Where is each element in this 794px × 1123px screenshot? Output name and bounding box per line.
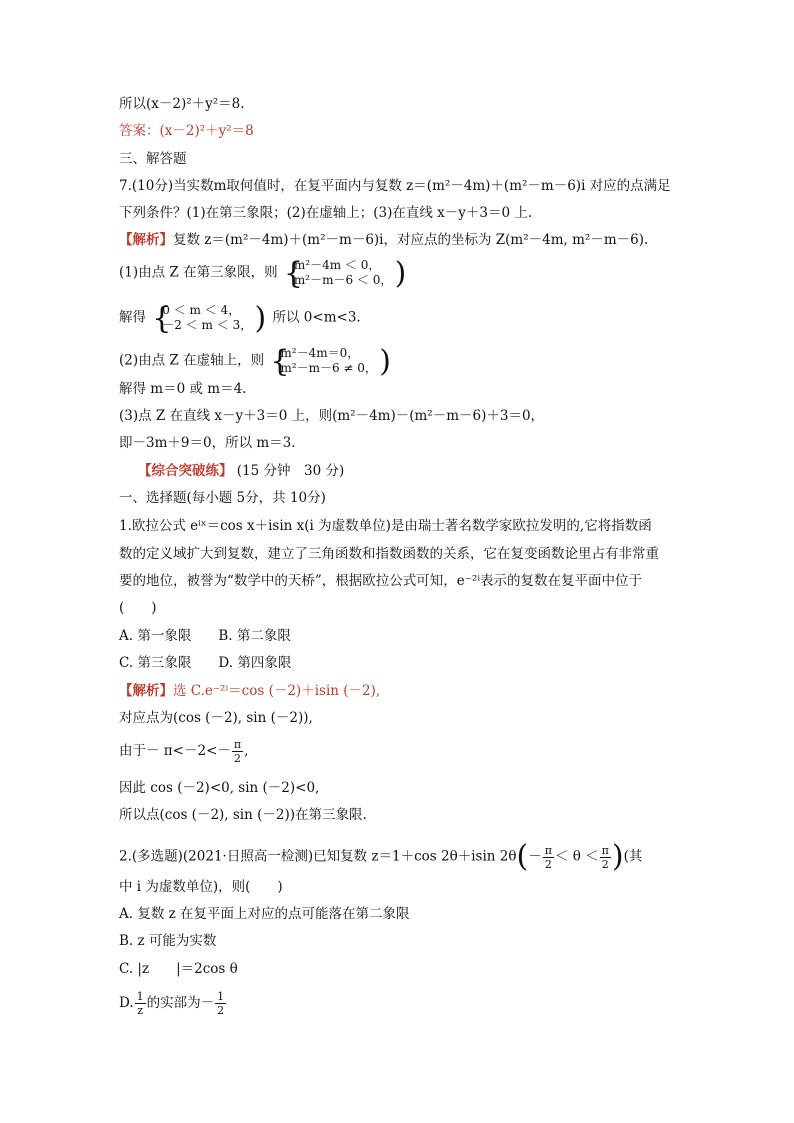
fraction-1-z: $\frac{1}{z}$ [136,990,144,1017]
option-d: D. $\frac{1}{z}$ 的实部为－ $\frac{1}{2}$ [119,990,225,1017]
solve-line-1 [119,301,361,336]
part-1-line [119,256,408,291]
fraction-pi-2: $\frac{\pi}{2}$ [544,843,552,871]
system-row: m²－m－6 ≠ 0， [280,361,377,375]
line-equation: 所以(x－2)²＋y²＝8. [119,96,245,112]
question-7-line2: 下列条件？(1)在第三象限；(2)在虚轴上；(3)在直线 x－y＋3＝0 上. [119,205,533,221]
fraction-pi-2: $\frac{\pi}{2}$ [233,738,242,765]
inequality-system-2: { 0 ＜ m ＜ 4， －2 ＜ m ＜ 3， ) [152,301,267,336]
question-2-line1: 2.(多选题)(2021·日照高一检测)已知复数 z＝1＋cos 2θ＋isin 2θ(－ $\frac{\pi}{2}$ ＜ θ ＜ $\frac{\pi}{2}$ )(其 [119,839,643,874]
option-b: B. z 可能为实数 [119,933,217,949]
answer-line: 答案：(x－2)²＋y²＝8 [119,123,254,139]
inequality-pi-line: 由于－ π<－2<－ $\frac{\pi}{2}$ , [119,738,249,765]
answer-paren: ( ) [119,600,157,616]
comprehensive-tag: 【综合突破练】 [138,463,233,479]
part-3-result: 即－3m＋9＝0，所以 m＝3. [119,435,296,451]
conclusion-line: 所以点(cos (－2), sin (－2))在第三象限. [119,807,367,823]
equation-system-3: { m²－4m＝0， m²－m－6 ≠ 0， ) [270,344,391,379]
solve-result: 所以 0<m<3. [272,309,361,326]
question-2-line2: 中 i 为虚数单位)，则( ) [119,879,283,895]
choice-heading: 一、选择题(每小题 5分，共 10分) [119,490,326,506]
corresponding-point: 对应点为(cos (－2), sin (－2)), [119,710,313,726]
part-2-line [119,344,393,379]
solve-text: 解得 [119,309,146,326]
fraction-1-2: $\frac{1}{2}$ [217,990,225,1017]
options-cd: C. 第三象限 D. 第四象限 [119,655,292,671]
question-1-line2: 数的定义域扩大到复数，建立了三角函数和指数函数的关系，它在复变函数论里占有非常重 [119,546,659,562]
question-1-line1: 1.欧拉公式 eⁱˣ＝cos x＋isin x(i 为虚数单位)是由瑞士著名数学家欧拉发明的,它将指数函 [119,518,652,534]
solve-line-2: 解得 m＝0 或 m＝4. [119,381,247,397]
analysis-line-2 [119,682,380,700]
analysis-tag: 【解析】 [119,232,173,248]
system-row: m²－4m＝0， [280,346,360,360]
section-heading: 三、解答题 [119,151,187,167]
inequality-system-1: { m²－4m ＜ 0， m²－m－6 ＜ 0， ) [283,256,407,291]
options-ab: A. 第一象限 B. 第二象限 [119,628,291,644]
inequality-text: 由于－ π<－2<－ [119,743,231,759]
analysis-line [119,231,648,249]
question-1-line3: 要的地位，被誉为“数学中的天桥”，根据欧拉公式可知，e⁻²ⁱ表示的复数在复平面中位于 [119,573,643,589]
question-7-line1: 7.(10分)当实数m取何值时，在复平面内与复数 z＝(m²－4m)＋(m²－m－6)i 对应的点满足 [119,178,671,194]
system-row: m²－4m ＜ 0， [293,258,381,272]
cos-sin-line: 因此 cos (－2)<0, sin (－2)<0, [119,780,320,796]
analysis-tag: 【解析】 [119,683,173,699]
time-score: (15 分钟 30 分) [236,463,345,479]
question-2-text: 2.(多选题)(2021·日照高一检测)已知复数 z＝1＋cos 2θ＋isin 2θ [119,848,517,865]
analysis-text: 复数 z＝(m²－4m)＋(m²－m－6)i，对应点的坐标为 Z(m²－4m, m²－m－6). [173,232,649,248]
fraction-pi-2: $\frac{\pi}{2}$ [601,843,609,871]
comprehensive-heading [138,462,344,480]
system-row: 0 ＜ m ＜ 4， [162,303,241,317]
analysis-text: 选 C.e⁻²ⁱ＝cos (－2)＋isin (－2), [173,683,381,699]
option-a: A. 复数 z 在复平面上对应的点可能落在第二象限 [119,906,410,922]
part-3-line: (3)点 Z 在直线 x－y＋3＝0 上，则(m²－4m)－(m²－m－6)＋3＝0， [119,408,545,424]
option-c: C. |z |＝2cos θ [119,961,238,977]
system-row: m²－m－6 ＜ 0， [293,273,393,287]
part-2-text: (2)由点 Z 在虚轴上，则 [119,352,265,369]
system-row: －2 ＜ m ＜ 3， [162,318,253,332]
part-1-text: (1)由点 Z 在第三象限，则 [119,264,278,281]
